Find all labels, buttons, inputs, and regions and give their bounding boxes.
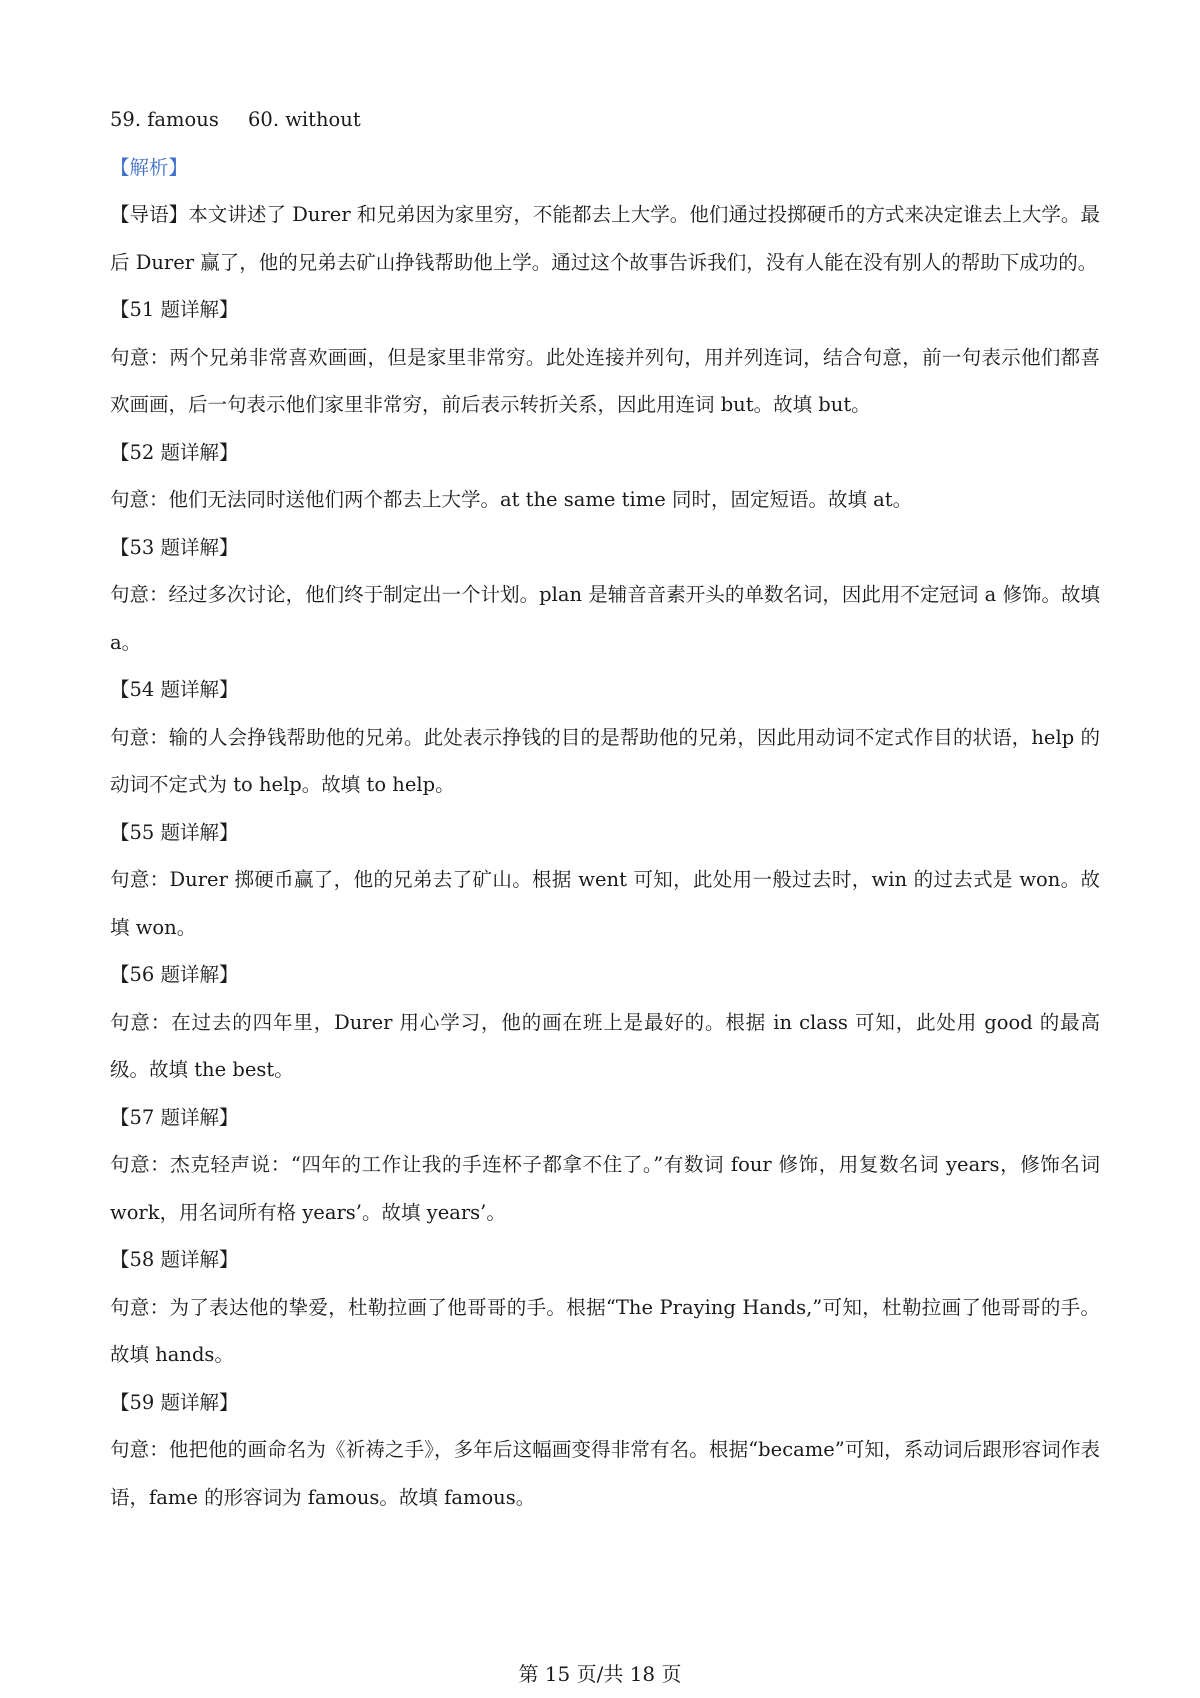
answer-60: 60. without — [248, 108, 361, 131]
item-heading-52: 【52 题详解】 — [110, 440, 239, 464]
answer-59: 59. famous — [110, 108, 219, 131]
page-number-footer: 第 15 页/共 18 页 — [518, 1662, 682, 1686]
item-text-54: 句意：输的人会挣钱帮助他的兄弟。此处表示挣钱的目的是帮助他的兄弟，因此用动词不定式作目的状语，help 的动词不定式为 to help。故填 to help。 — [110, 725, 1100, 796]
item-heading-56: 【56 题详解】 — [110, 963, 239, 986]
item-text-56: 句意：在过去的四年里，Durer 用心学习，他的画在班上是最好的。根据 in class 可知，此处用 good 的最高级。故填 the best。 — [110, 1010, 1100, 1081]
item-heading-53: 【53 题详解】 — [110, 535, 239, 559]
item-heading-59: 【59 题详解】 — [110, 1390, 239, 1414]
document-body — [110, 96, 1100, 1521]
item-heading-54: 【54 题详解】 — [110, 678, 239, 701]
item-text-59: 句意：他把他的画命名为《祈祷之手》，多年后这幅画变得非常有名。根据“became”可知，系动词后跟形容词作表语，fame 的形容词为 famous。故填 famous。 — [110, 1438, 1100, 1509]
item-text-57: 句意：杰克轻声说：“四年的工作让我的手连杯子都拿不住了。”有数词 four 修饰，用复数名词 years，修饰名词 work，用名词所有格 years’。故填 years’。 — [110, 1153, 1100, 1224]
item-heading-58: 【58 题详解】 — [110, 1248, 239, 1271]
item-heading-57: 【57 题详解】 — [110, 1105, 239, 1129]
item-text-51: 句意：两个兄弟非常喜欢画画，但是家里非常穷。此处连接并列句，用并列连词，结合句意，前一句表示他们都喜欢画画，后一句表示他们家里非常穷，前后表示转折关系，因此用连词 but。故填 but。 — [110, 345, 1100, 416]
answer-line — [110, 96, 1100, 144]
item-text-55: 句意：Durer 掷硬币赢了，他的兄弟去了矿山。根据 went 可知，此处用一般过去时，win 的过去式是 won。故填 won。 — [110, 868, 1100, 939]
intro-paragraph: 【导语】本文讲述了 Durer 和兄弟因为家里穷，不能都去上大学。他们通过投掷硬币的方式来决定谁去上大学。最后 Durer 赢了，他的兄弟去矿山挣钱帮助他上学。通过这个故事告诉我们，没有人能在没有别人的帮助下成功的。 — [110, 203, 1100, 274]
item-text-52: 句意：他们无法同时送他们两个都去上大学。at the same time 同时，固定短语。故填 at。 — [110, 488, 913, 511]
item-text-53: 句意：经过多次讨论，他们终于制定出一个计划。plan 是辅音音素开头的单数名词，因此用不定冠词 a 修饰。故填 a。 — [110, 583, 1100, 654]
analysis-label: 【解析】 — [110, 155, 189, 179]
item-text-58: 句意：为了表达他的挚爱，杜勒拉画了他哥哥的手。根据“The Praying Hands,”可知，杜勒拉画了他哥哥的手。故填 hands。 — [110, 1295, 1100, 1366]
item-heading-55: 【55 题详解】 — [110, 820, 239, 844]
item-heading-51: 【51 题详解】 — [110, 298, 239, 321]
